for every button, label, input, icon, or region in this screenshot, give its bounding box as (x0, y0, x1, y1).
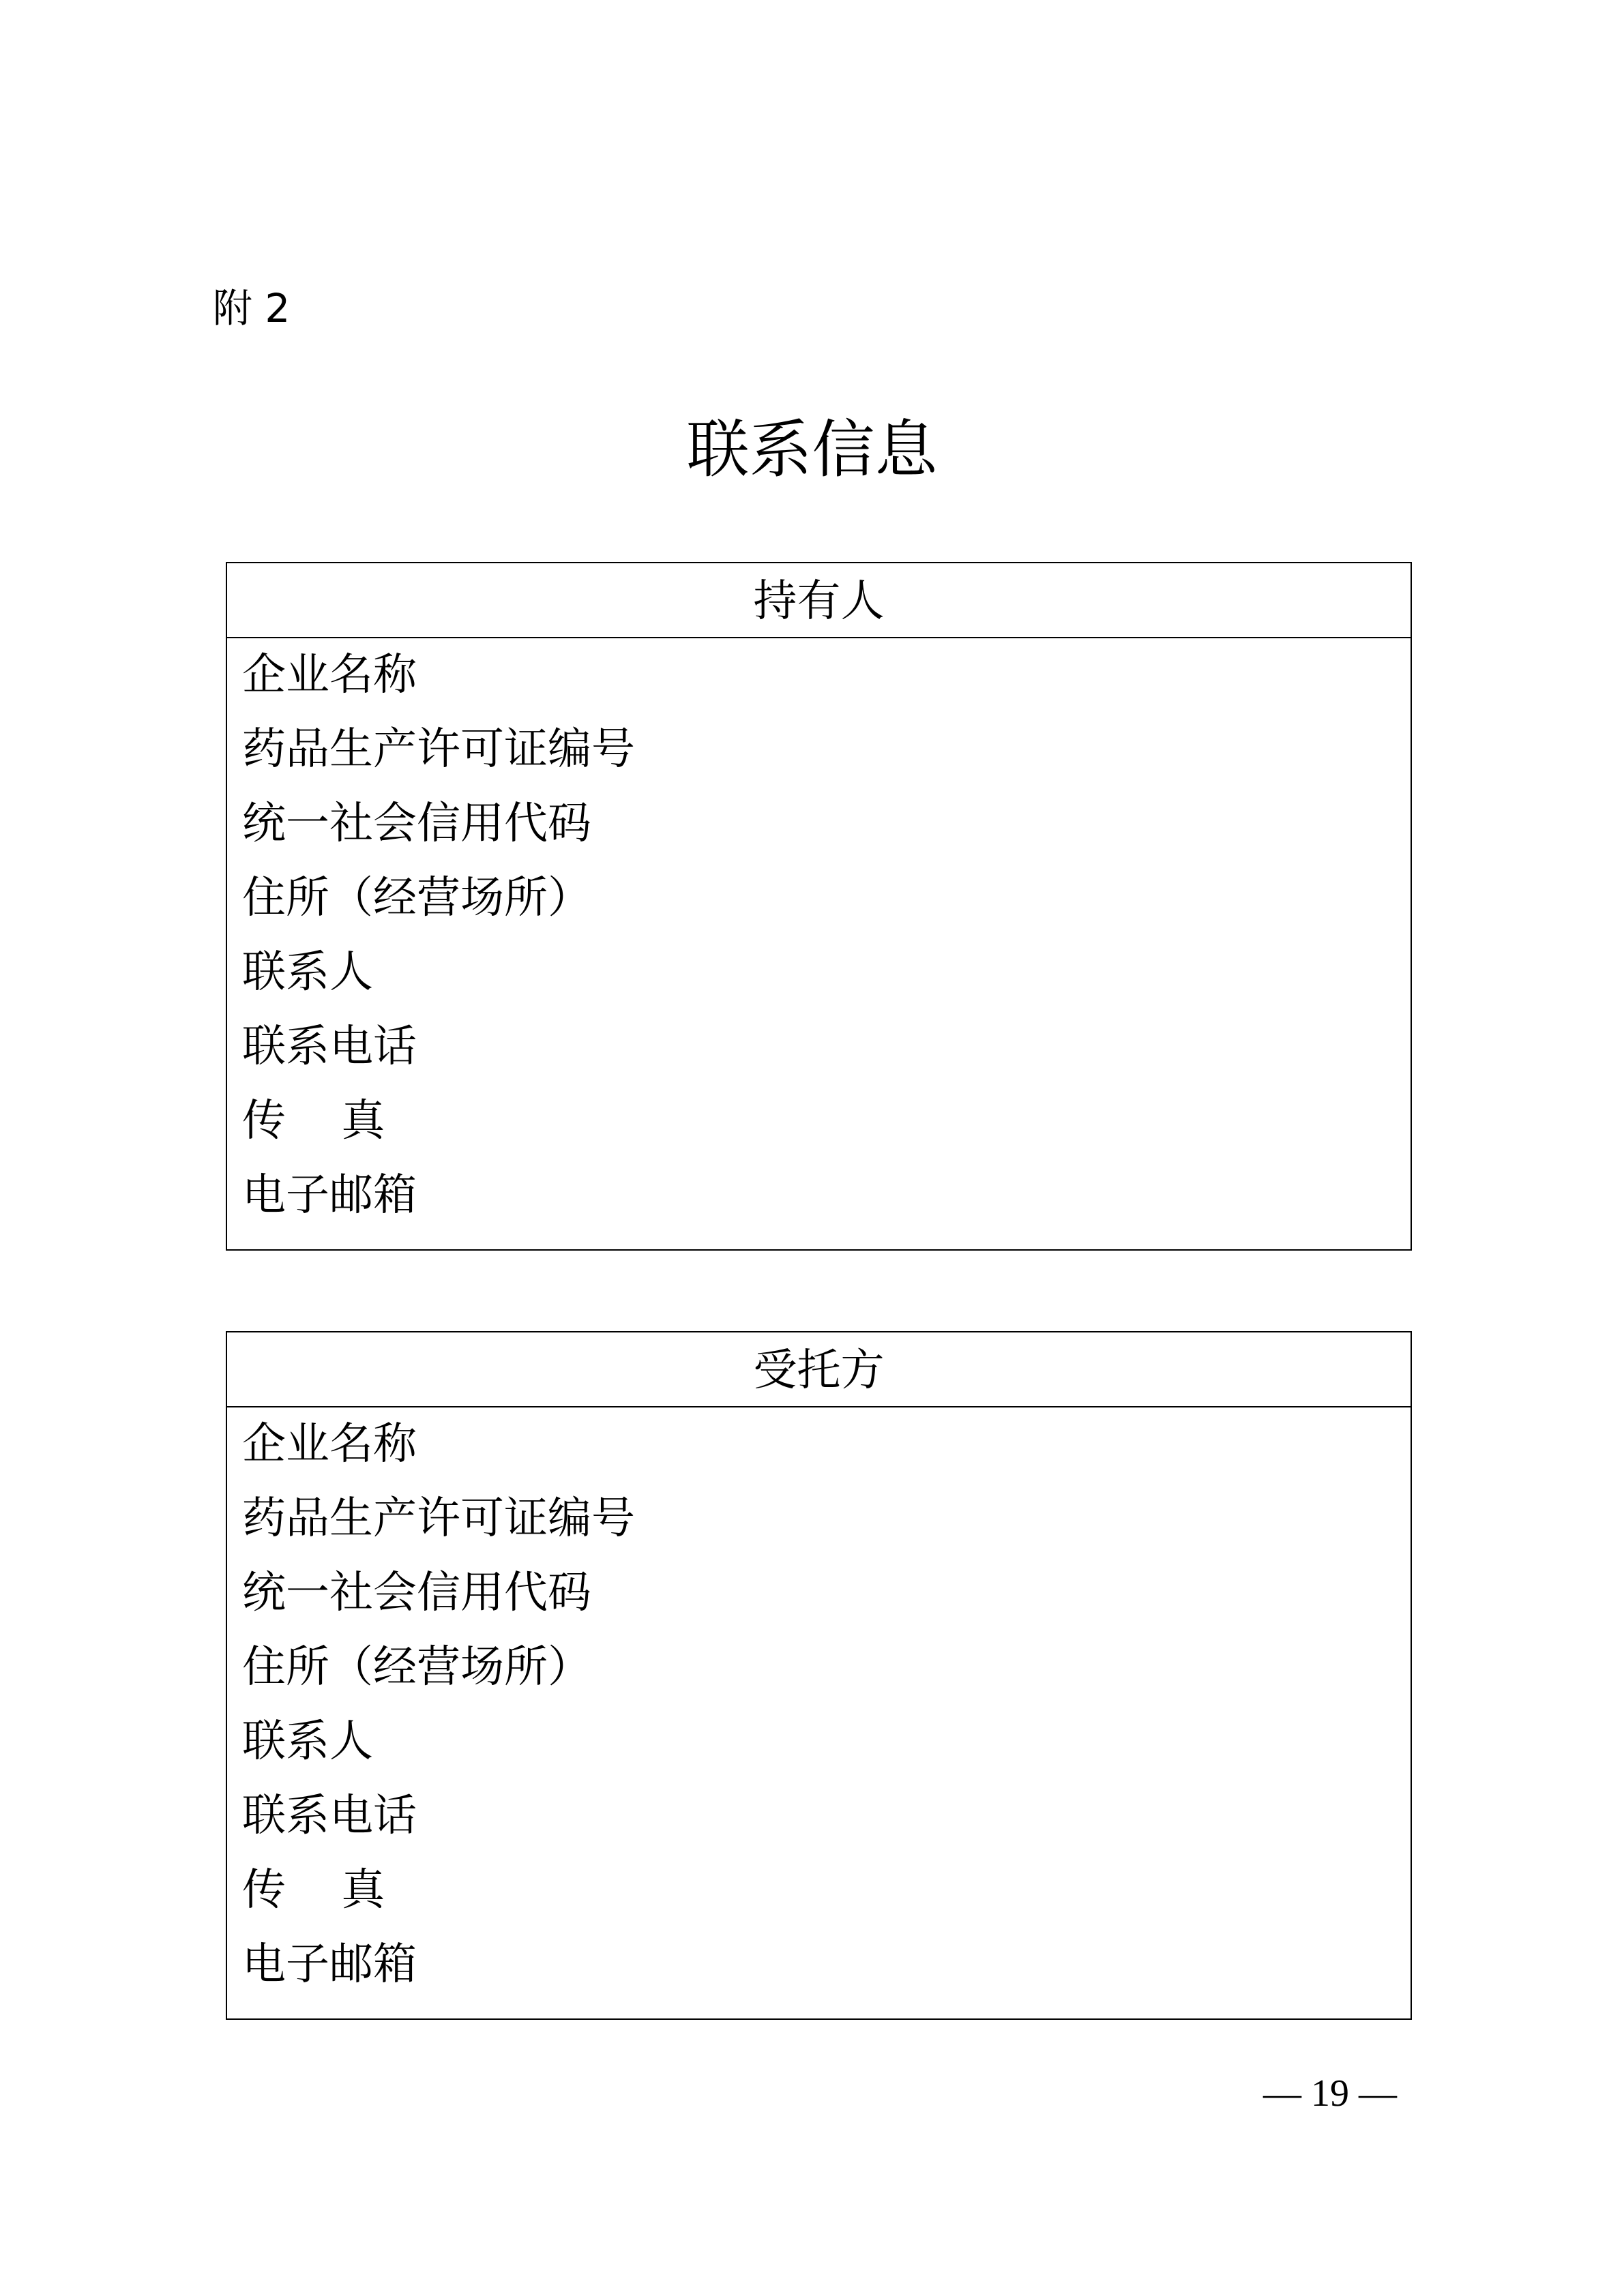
trustee-field-address: 住所（经营场所） (242, 1642, 591, 1693)
holder-field-contact-person: 联系人 (242, 947, 373, 998)
trustee-field-license-number: 药品生产许可证编号 (242, 1493, 635, 1544)
trustee-field-credit-code: 统一社会信用代码 (242, 1568, 591, 1618)
trustee-field-contact-phone: 联系电话 (242, 1791, 417, 1841)
appendix-label: 附 2 (213, 285, 291, 331)
trustee-info-table (226, 1331, 1412, 2020)
holder-field-address: 住所（经营场所） (242, 873, 591, 923)
holder-field-credit-code: 统一社会信用代码 (242, 799, 591, 849)
trustee-field-fax: 传 真 (242, 1865, 385, 1915)
page-title: 联系信息 (686, 413, 938, 486)
holder-field-email: 电子邮箱 (242, 1170, 417, 1221)
holder-table-header: 持有人 (227, 563, 1411, 638)
holder-field-company-name: 企业名称 (242, 650, 417, 700)
trustee-field-contact-person: 联系人 (242, 1716, 373, 1767)
trustee-table-header: 受托方 (227, 1332, 1411, 1407)
trustee-field-email: 电子邮箱 (242, 1939, 417, 1990)
trustee-field-list (227, 1407, 1411, 2002)
holder-info-table (226, 562, 1412, 1251)
page-number: — 19 — (1263, 2072, 1397, 2115)
holder-field-contact-phone: 联系电话 (242, 1022, 417, 1072)
holder-field-fax: 传 真 (242, 1096, 385, 1146)
holder-field-license-number: 药品生产许可证编号 (242, 724, 635, 775)
trustee-field-company-name: 企业名称 (242, 1419, 417, 1470)
holder-field-list (227, 638, 1411, 1233)
